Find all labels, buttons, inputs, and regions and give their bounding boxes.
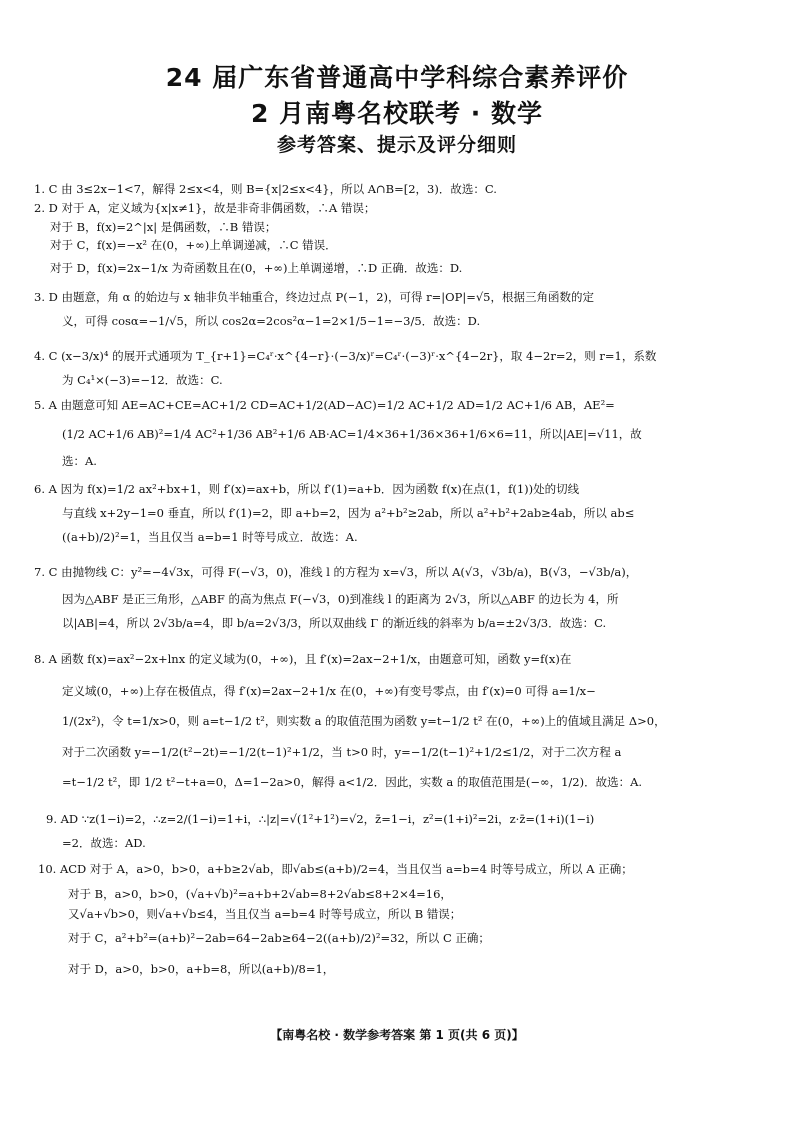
answer-line: 对于 D，f(x)=2x−1/x 为奇函数且在(0，+∞)上单调递增，∴D 正确．故选：D. [50,261,463,275]
answer-line: 因为△ABF 是正三角形，△ABF 的高为焦点 F(−√3，0)到准线 l 的距离为 2√3，所以△ABF 的边长为 4，所 [62,592,619,606]
answer-line: 9. AD ∵z(1−i)=2，∴z=2/(1−i)=1+i，∴|z|=√(1²+1²)=√2，z̄=1−i，z²=(1+i)²=2i，z·z̄=(1+i)(1−i) [46,812,595,826]
answer-line: 与直线 x+2y−1=0 垂直，所以 f′(1)=2，即 a+b=2，因为 a²+b²≥2ab，所以 a²+b²+2ab≥4ab，所以 ab≤ [62,506,635,520]
answer-line: 义，可得 cosα=−1/√5，所以 cos2α=2cos²α−1=2×1/5−1=−3/5．故选：D. [62,314,481,328]
answer-line: 对于 C，f(x)=−x² 在(0，+∞)上单调递减，∴C 错误． [50,238,337,252]
answer-line: 对于 B，f(x)=2^|x| 是偶函数，∴B 错误； [50,220,277,234]
answer-line: 1. C 由 3≤2x−1<7，解得 2≤x<4，则 B={x|2≤x<4}，所以 A∩B=[2，3)．故选：C. [34,182,497,196]
answer-line: 选：A. [62,454,97,468]
answer-line: 4. C (x−3/x)⁴ 的展开式通项为 T_{r+1}=C₄ʳ·x^{4−r}·(−3/x)ʳ=C₄ʳ·(−3)ʳ·x^{4−2r}，取 4−2r=2，则 r=1，系数 [34,349,657,363]
answer-line: ((a+b)/2)²=1，当且仅当 a=b=1 时等号成立．故选：A. [62,530,358,544]
answer-line: =2．故选：AD. [62,836,146,850]
answer-line: (1/2 AC+1/6 AB)²=1/4 AC²+1/36 AB²+1/6 AB·AC=1/4×36+1/36×36+1/6×6=11，所以|AE|=√11，故 [62,427,642,441]
answer-line: =t−1/2 t²，即 1/2 t²−t+a=0，Δ=1−2a>0，解得 a<1/2．因此，实数 a 的取值范围是(−∞，1/2)．故选：A. [62,775,643,789]
answer-line: 对于二次函数 y=−1/2(t²−2t)=−1/2(t−1)²+1/2，当 t>0 时，y=−1/2(t−1)²+1/2≤1/2，对于二次方程 a [62,745,622,759]
answer-line: 7. C 由抛物线 C：y²=−4√3x，可得 F(−√3，0)，准线 l 的方程为 x=√3，所以 A(√3，√3b/a)，B(√3，−√3b/a)， [34,565,638,579]
exam-subtitle: 2 月南粤名校联考 · 数学 [250,99,543,128]
answer-line: 10. ACD 对于 A，a>0，b>0，a+b≥2√ab，即√ab≤(a+b)/2=4，当且仅当 a=b=4 时等号成立，所以 A 正确； [38,862,633,876]
answer-line: 2. D 对于 A，定义域为{x|x≠1}，故是非奇非偶函数，∴A 错误； [34,201,376,215]
answer-line: 定义域(0，+∞)上存在极值点，得 f′(x)=2ax−2+1/x 在(0，+∞)有变号零点，由 f′(x)=0 可得 a=1/x− [62,684,596,698]
answer-line: 对于 C，a²+b²=(a+b)²−2ab=64−2ab≥64−2((a+b)/2)²=32，所以 C 正确； [68,931,490,945]
answer-line: 为 C₄¹×(−3)=−12．故选：C. [62,373,223,387]
answer-line: 3. D 由题意，角 α 的始边与 x 轴非负半轴重合，终边过点 P(−1，2)，可得 r=|OP|=√5，根据三角函数的定 [34,290,594,304]
answer-line: 8. A 函数 f(x)=ax²−2x+lnx 的定义域为(0，+∞)，且 f′(x)=2ax−2+1/x，由题意可知，函数 y=f(x)在 [34,652,572,666]
page-footer: 【南粤名校 · 数学参考答案 第 1 页(共 6 页)】 [270,1028,524,1042]
answer-line: 以|AB|=4，所以 2√3b/a=4，即 b/a=2√3/3，所以双曲线 Γ 的渐近线的斜率为 b/a=±2√3/3．故选：C. [62,616,607,630]
exam-title: 24 届广东省普通高中学科综合素养评价 [165,63,629,92]
section-heading: 参考答案、提示及评分细则 [276,134,517,156]
answer-line: 6. A 因为 f(x)=1/2 ax²+bx+1，则 f′(x)=ax+b，所以 f′(1)=a+b．因为函数 f(x)在点(1，f(1))处的切线 [34,482,580,496]
answer-line: 对于 D，a>0，b>0，a+b=8，所以(a+b)/8=1， [68,962,335,976]
answer-line: 1/(2x²)，令 t=1/x>0，则 a=t−1/2 t²，则实数 a 的取值范围为函数 y=t−1/2 t² 在(0，+∞)上的值域且满足 Δ>0， [62,714,666,728]
answer-line: 5. A 由题意可知 AE=AC+CE=AC+1/2 CD=AC+1/2(AD−AC)=1/2 AC+1/2 AD=1/2 AC+1/6 AB，AE²= [34,398,615,412]
answer-line: 对于 B，a>0，b>0，(√a+√b)²=a+b+2√ab=8+2√ab≤8+2×4=16， [68,887,452,901]
answer-line: 又√a+√b>0，则√a+√b≤4，当且仅当 a=b=4 时等号成立，所以 B 错误； [68,907,462,921]
